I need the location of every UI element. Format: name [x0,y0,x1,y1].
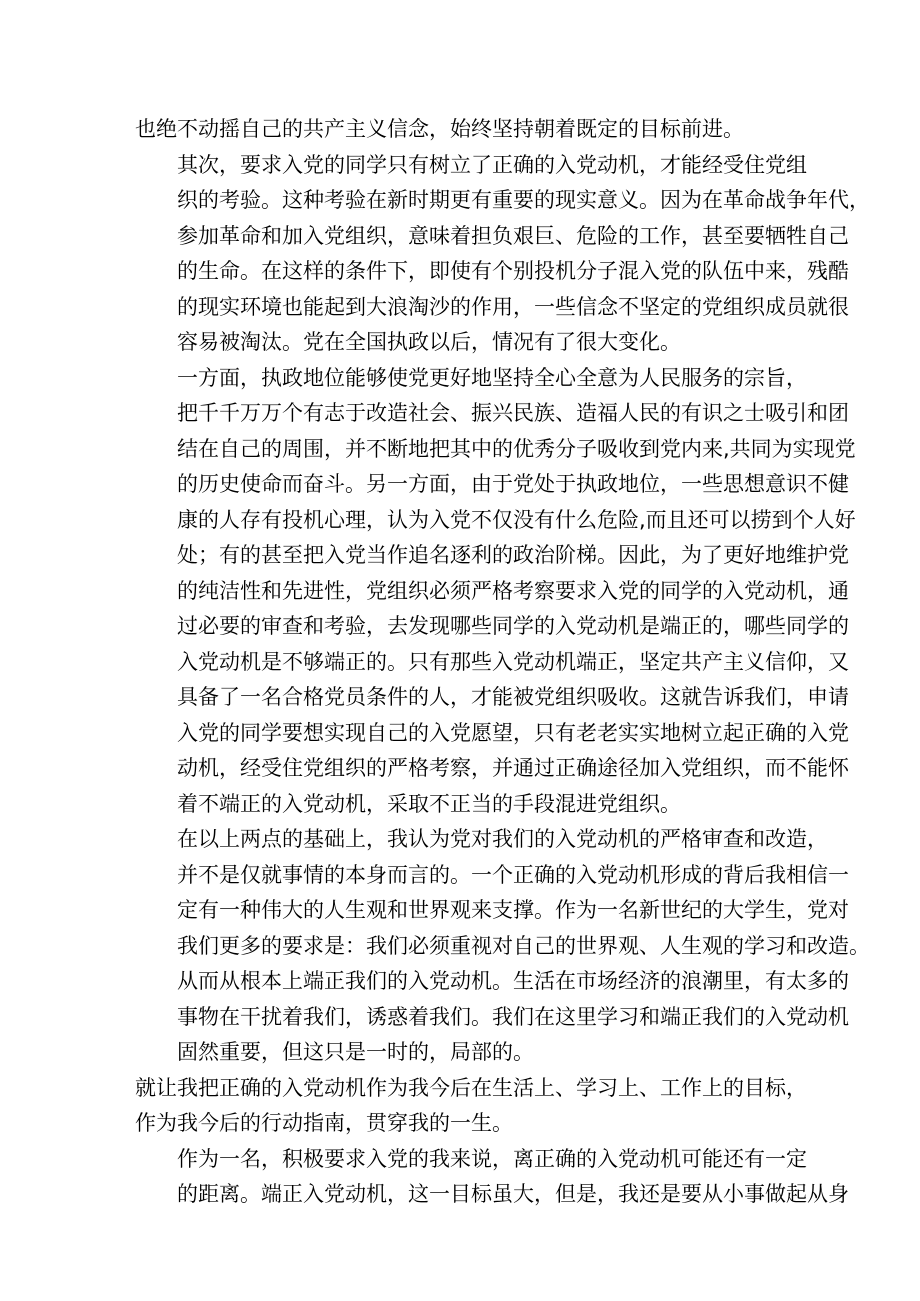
text-line: 的历史使命而奋斗。另一方面，由于党处于执政地位，一些思想意识不健 [177,472,849,496]
text-line: 过必要的审查和考验，去发现哪些同学的入党动机是端正的，哪些同学的 [177,614,849,638]
paragraph [135,1071,807,1142]
paragraph [135,112,795,148]
text-line: 其次，要求入党的同学只有树立了正确的入党动机，才能经受住党组 [177,152,807,177]
text-line: 的现实环境也能起到大浪淘沙的作用，一些信念不坚定的党组织成员就很 [177,294,849,319]
text-line: 一方面，执政地位能够使党更好地坚持全心全意为人民服务的宗旨， [177,365,807,390]
text-line: 具备了一名合格党员条件的人，才能被党组织吸收。这就告诉我们，申请 [177,685,849,709]
paragraph [135,822,870,1071]
text-line: 在以上两点的基础上，我认为党对我们的入党动机的严格审查和改造， [177,827,828,851]
text-line: 作为一名，积极要求入党的我来说，离正确的入党动机可能还有一定 [177,1146,807,1171]
text-line: 康的人存有投机心理，认为入党不仅没有什么危险,而且还可以捞到个人好 [177,507,856,532]
paragraph [135,148,870,361]
text-line: 动机，经受住党组织的严格考察，并通过正确途径加入党组织，而不能怀 [177,756,849,780]
text-line: 容易被淘汰。党在全国执政以后，情况有了很大变化。 [177,330,681,354]
text-line: 入党动机是不够端正的。只有那些入党动机端正，坚定共产主义信仰，又 [177,649,849,674]
text-line: 从而从根本上端正我们的入党动机。生活在市场经济的浪潮里，有太多的 [177,969,849,993]
text-line: 作为我今后的行动指南，贯穿我的一生。 [135,1111,513,1135]
text-line: 结在自己的周围，并不断地把其中的优秀分子吸收到党内来,共同为实现党 [177,436,856,461]
text-line: 也绝不动摇自己的共产主义信念，始终坚持朝着既定的目标前进。 [135,117,744,141]
text-line: 的生命。在这样的条件下，即使有个别投机分子混入党的队伍中来，残酷 [177,259,849,283]
paragraph [135,1142,849,1213]
text-line: 就让我把正确的入党动机作为我今后在生活上、学习上、工作上的目标， [135,1075,807,1100]
text-line: 处；有的甚至把入党当作追名逐利的政治阶梯。因此，为了更好地维护党 [177,543,849,567]
text-line: 的距离。端正入党动机，这一目标虽大，但是，我还是要从小事做起从身 [177,1182,849,1206]
text-line: 事物在干扰着我们，诱惑着我们。我们在这里学习和端正我们的入党动机 [177,1004,849,1029]
text-line: 并不是仅就事情的本身而言的。一个正确的入党动机形成的背后我相信一 [177,862,849,887]
text-line: 的纯洁性和先进性，党组织必须严格考察要求入党的同学的入党动机，通 [177,578,849,603]
document-body [135,112,870,1213]
text-line: 把千千万万个有志于改造社会、振兴民族、造福人民的有识之士吸引和团 [177,401,849,425]
text-line: 参加革命和加入党组织，意味着担负艰巨、危险的工作，甚至要牺牲自己 [177,223,849,248]
text-line: 定有一种伟大的人生观和世界观来支撑。作为一名新世纪的大学生，党对 [177,898,849,922]
text-line: 我们更多的要求是：我们必须重视对自己的世界观、人生观的学习和改造。 [177,933,870,958]
text-line: 固然重要，但这只是一时的，局部的。 [177,1040,534,1064]
text-line: 织的考验。这种考验在新时期更有重要的现实意义。因为在革命战争年代， [177,188,870,212]
paragraph [135,361,856,823]
text-line: 入党的同学要想实现自己的入党愿望，只有老老实实地树立起正确的入党 [177,720,849,745]
text-line: 着不端正的入党动机，采取不正当的手段混进党组织。 [177,791,681,816]
